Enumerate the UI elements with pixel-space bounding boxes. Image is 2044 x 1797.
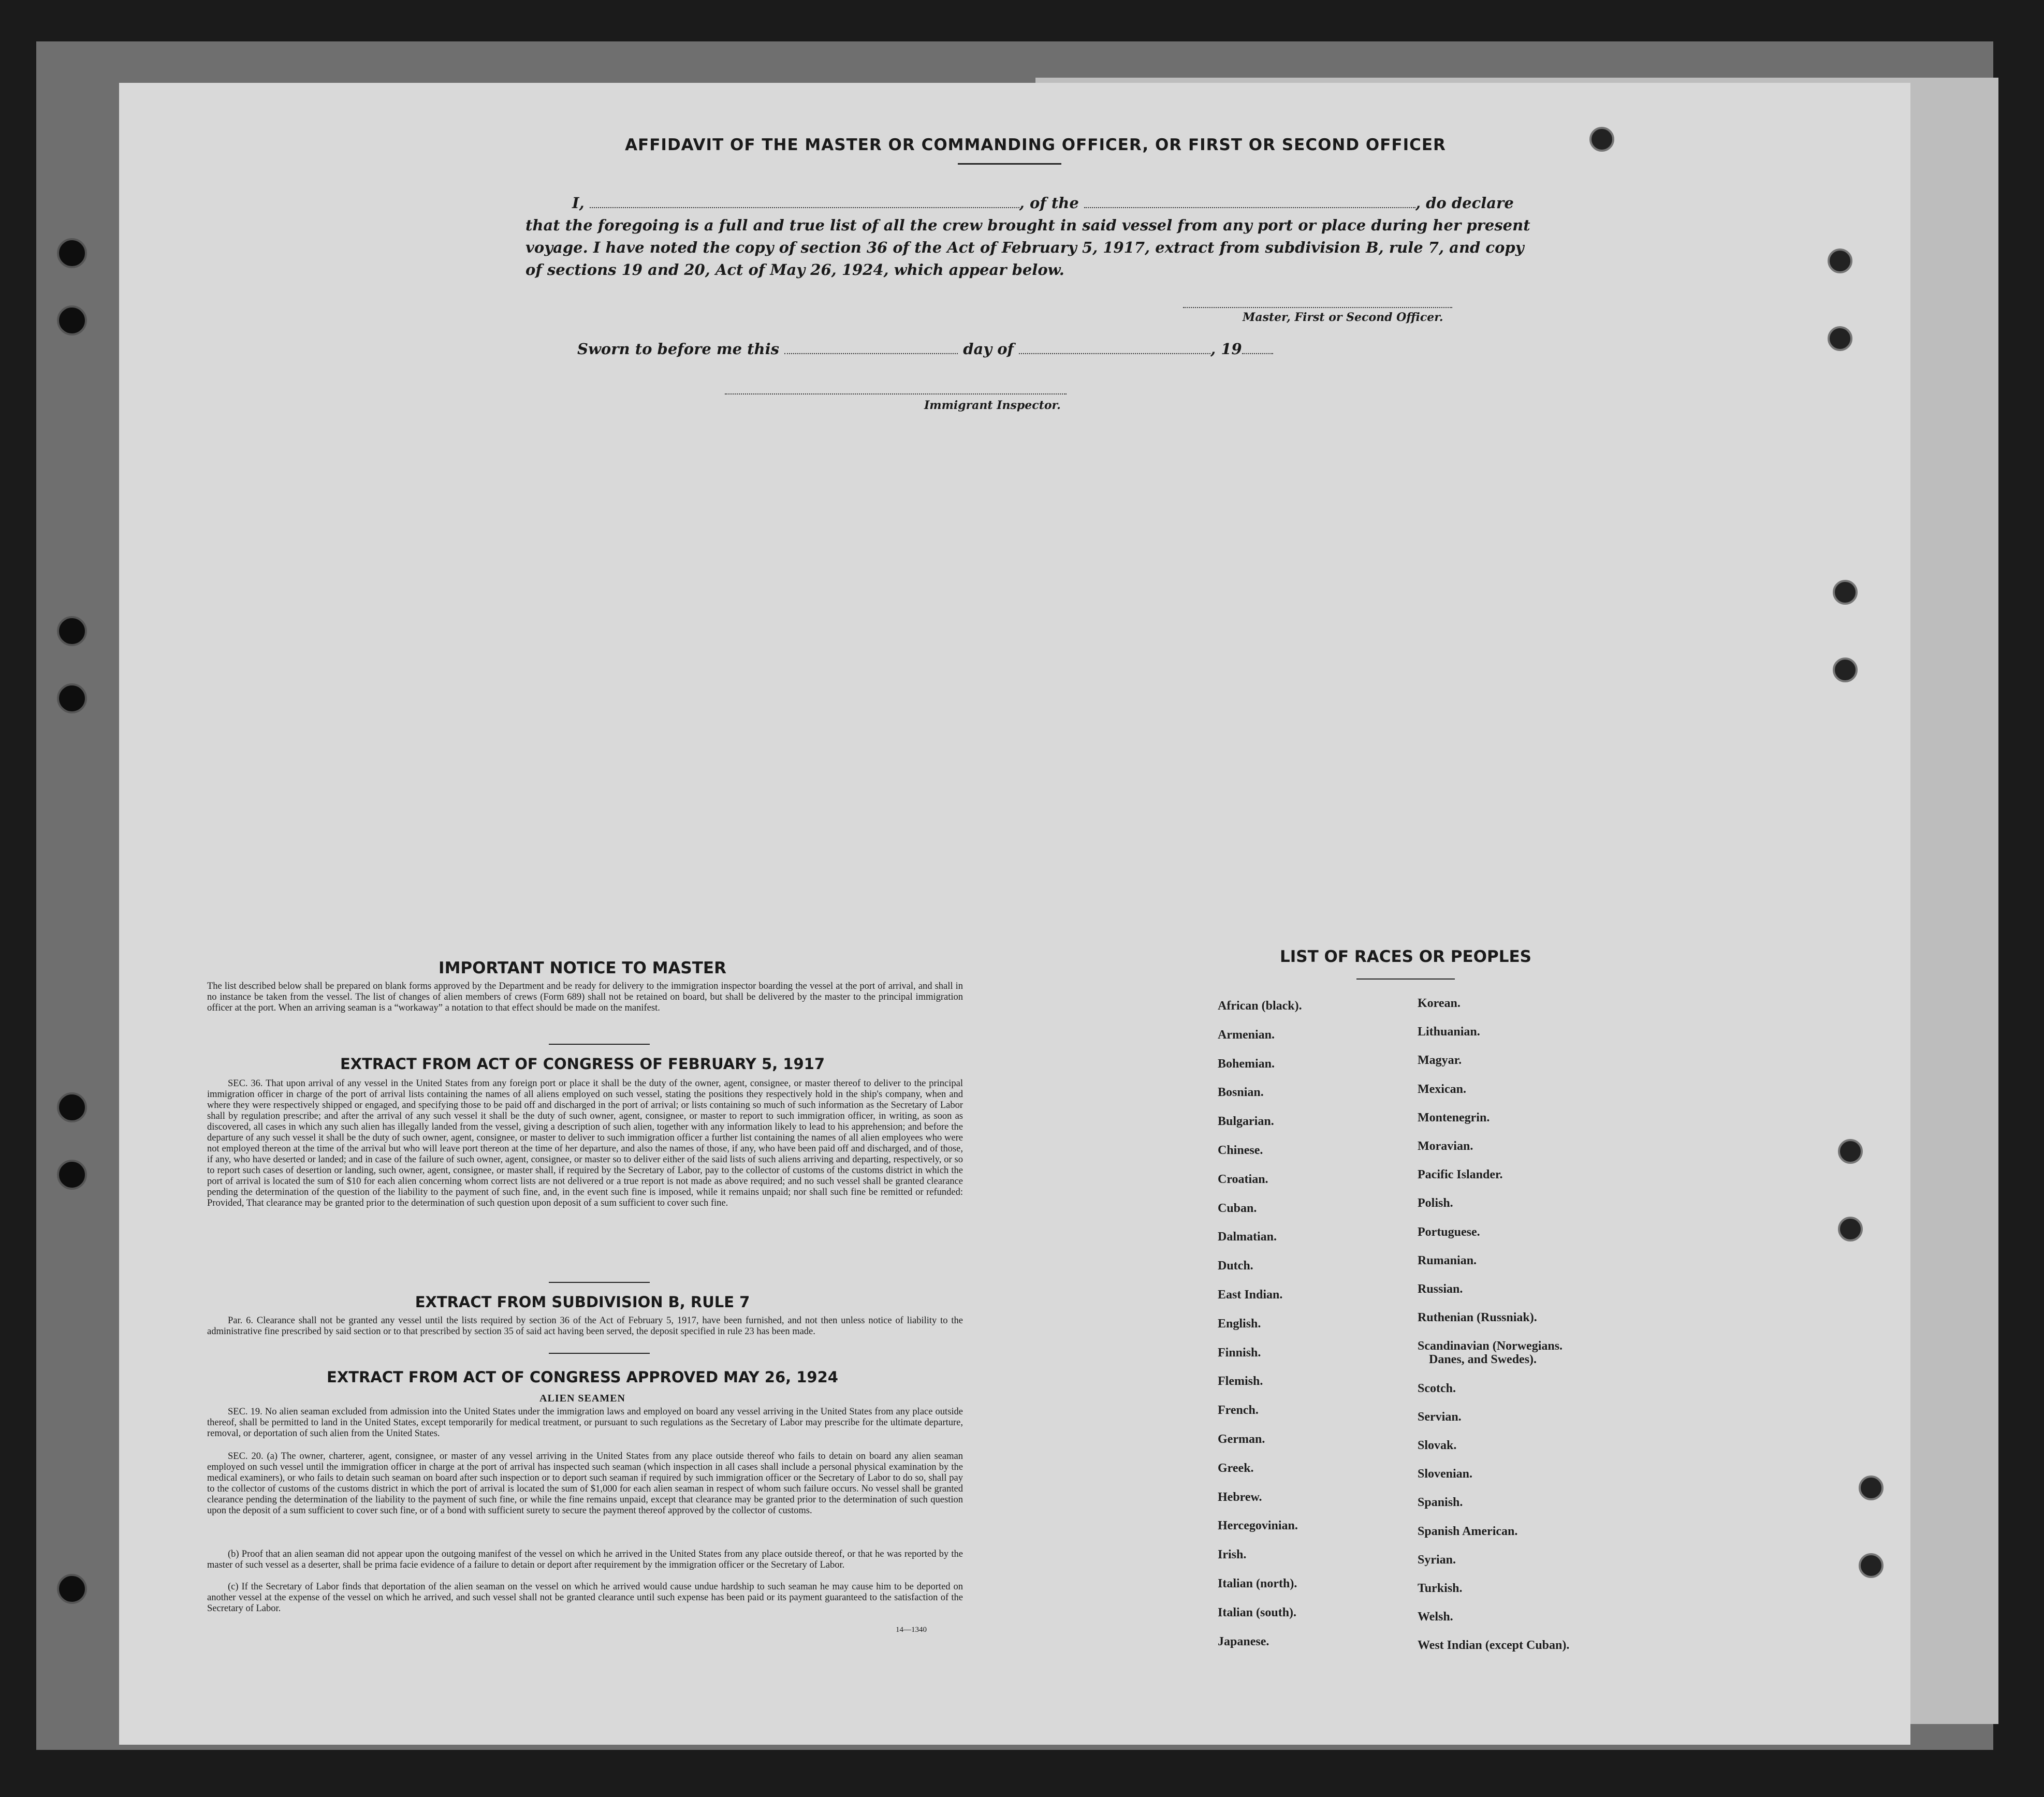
race-item: Slovenian. — [1418, 1467, 1473, 1481]
race-item: Moravian. — [1418, 1139, 1473, 1153]
affidavit-declare: , do declare — [1415, 194, 1514, 212]
affidavit-i: I, — [572, 194, 585, 212]
extract-1924-title: EXTRACT FROM ACT OF CONGRESS APPROVED MAY 26, 1924 — [327, 1368, 838, 1386]
extract-1917-body: SEC. 36. That upon arrival of any vessel in the United States from any foreign port or place it shall be the duty of the owner, agent, consignee, or master thereof to deliver to the principal immigration officer in charge of the port of arrival lists containing the names of all aliens employed on such vessel, stating the positions they respectively hold in the ship's company, when and where they were respectively shipped or engaged, and specifying those to be paid off and discharged in the port of arrival; or lists containing so much of such information as the Secretary of Labor shall by regulation prescribe; and after the arrival of any such vessel it shall be the duty of such owner, agent, consignee, or master to report to such immigration officer, in writing, as soon as discovered, all cases in which any such alien has illegally landed from the vessel, giving a description of such alien, together with any information likely to lead to his apprehension; and before the departure of any such vessel it shall be the duty of such owner, agent, consignee, or master to deliver to such immigration officer a further list containing the names of all alien employees who were not employed thereon at the time of the arrival but who will leave port thereon at the time of her departure, and also the names of those, if any, who have been paid off and discharged, and of those, if any, who have deserted or landed; and in case of the failure of such owner, agent, consignee, or master so to deliver either of the said lists of such aliens arriving and departing, respectively, or so to report such cases of desertion or landing, such owner, agent, consignee, or master shall, if required by the Secretary of Labor, pay to the collector of customs of the customs district in which the port of arrival is located the sum of $10 for each alien concerning whom correct lists are not delivered or a true report is not made as above required; and no such vessel shall be granted clearance pending the determination of the question of the liability to the payment of such fine, and, in the event such fine is imposed, while it remains unpaid; nor shall such fine be remitted or refunded: Provided, That clearance may be granted prior to the determination of such question upon deposit of a sum sufficient to cover such fine. — [207, 1078, 963, 1208]
race-item: Russian. — [1418, 1282, 1463, 1296]
divider — [549, 1282, 650, 1283]
affidavit-line-2: that the foregoing is a full and true list of all the crew brought in said vessel from any port or place during her present — [525, 216, 1530, 234]
punch-hole — [1859, 1475, 1884, 1500]
title-underline — [958, 163, 1061, 165]
inspector-signature-field[interactable] — [725, 393, 1067, 395]
race-item: Montenegrin. — [1418, 1111, 1490, 1124]
race-item: Servian. — [1418, 1410, 1462, 1424]
race-item: Spanish. — [1418, 1496, 1463, 1510]
punch-hole — [57, 1092, 87, 1122]
race-item: Pacific Islander. — [1418, 1168, 1503, 1182]
race-item: Italian (north). — [1218, 1577, 1297, 1590]
sworn-year-field[interactable] — [1242, 343, 1273, 354]
form-number: 14—1340 — [896, 1626, 927, 1634]
race-item: Welsh. — [1418, 1610, 1453, 1624]
sworn-line — [577, 340, 1273, 358]
race-item: French. — [1218, 1404, 1259, 1418]
races-title: LIST OF RACES OR PEOPLES — [1279, 947, 1532, 966]
punch-hole — [1833, 580, 1858, 605]
race-item: English. — [1218, 1317, 1261, 1331]
race-item: Hebrew. — [1218, 1490, 1262, 1504]
sec19-body: SEC. 19. No alien seaman excluded from admission into the United States under the immigration laws and employed on board any vessel arriving in the United States from any place outside thereof, shall be permitted to land in the United States, except temporarily for medical treatment, or pursuant to such regulations as the Secretary of Labor may prescribe for the ultimate departure, removal, or deportation of such alien from the United States. — [207, 1407, 963, 1439]
race-item: Mexican. — [1418, 1082, 1466, 1096]
race-item: Danes, and Swedes). — [1429, 1353, 1537, 1367]
race-item: Armenian. — [1218, 1028, 1275, 1042]
race-item: Portuguese. — [1418, 1225, 1480, 1239]
punch-hole — [1838, 1139, 1863, 1164]
punch-hole — [1833, 658, 1858, 682]
race-item: Flemish. — [1218, 1375, 1263, 1389]
race-item: Rumanian. — [1418, 1253, 1477, 1267]
race-item: Bohemian. — [1218, 1057, 1275, 1071]
punch-hole — [1838, 1217, 1863, 1241]
affidavit-line-1 — [572, 194, 1514, 212]
affidavit-title: AFFIDAVIT OF THE MASTER OR COMMANDING OFFICER, OR FIRST OR SECOND OFFICER — [625, 136, 1446, 154]
alien-seamen-subtitle: ALIEN SEAMEN — [539, 1393, 625, 1404]
punch-hole — [57, 683, 87, 713]
race-item: Slovak. — [1418, 1439, 1457, 1452]
sworn-label: Sworn to before me this — [577, 340, 779, 358]
race-item: Spanish American. — [1418, 1524, 1518, 1538]
race-item: West Indian (except Cuban). — [1418, 1639, 1570, 1653]
day-of-label: day of — [963, 340, 1014, 358]
race-item: Scotch. — [1418, 1381, 1456, 1395]
affidavit-line-4: of sections 19 and 20, Act of May 26, 1924, which appear below. — [525, 261, 1064, 279]
race-item: Syrian. — [1418, 1553, 1456, 1567]
race-item: Korean. — [1418, 997, 1461, 1010]
year-label: , 19 — [1210, 340, 1242, 358]
inspector-label: Immigrant Inspector. — [924, 399, 1061, 412]
extract-rule7-body: Par. 6. Clearance shall not be granted any vessel until the lists required by section 36 of the Act of February 5, 1917, have been furnished, and not then unless notice of liability to the administrative fine prescribed by said section or to that prescribed by section 35 of said act having been served, the deposit specified in rule 23 has been made. — [207, 1316, 963, 1337]
race-item: Cuban. — [1218, 1201, 1257, 1215]
race-item: Italian (south). — [1218, 1605, 1297, 1619]
race-item: Turkish. — [1418, 1582, 1463, 1595]
punch-hole — [57, 238, 87, 268]
punch-hole — [57, 1574, 87, 1604]
divider — [549, 1044, 650, 1045]
affidavit-line-3: voyage. I have noted the copy of section 36 of the Act of February 5, 1917, extract from subdivision B, rule 7, and copy — [525, 239, 1524, 256]
sworn-day-field[interactable] — [784, 343, 958, 354]
race-item: Chinese. — [1218, 1144, 1263, 1157]
affidavit-of-the: , of the — [1019, 194, 1079, 212]
sec20b-body: (b) Proof that an alien seaman did not appear upon the outgoing manifest of the vessel on which he arrived in the United States from any place outside thereof, or that he was reported by the master of such vessel as a deserter, shall be prima facie evidence of a failure to detain or deport after requirement by the immigration officer or the Secretary of Labor. — [207, 1549, 963, 1570]
race-item: East Indian. — [1218, 1288, 1283, 1302]
extract-rule7-title: EXTRACT FROM SUBDIVISION B, RULE 7 — [415, 1293, 750, 1311]
master-signature-field[interactable] — [1183, 307, 1452, 308]
race-item: Polish. — [1418, 1196, 1453, 1210]
punch-hole — [57, 1160, 87, 1190]
notice-title: IMPORTANT NOTICE TO MASTER — [439, 959, 726, 977]
race-item: Dutch. — [1218, 1259, 1253, 1273]
notice-body: The list described below shall be prepared on blank forms approved by the Department and be ready for delivery to the immigration inspector boarding the vessel at the port of arrival, and shall in no instance be taken from the vessel. The list of changes of alien members of crews (Form 689) shall not be retained on board, but shall be delivered by the master to the principal immigration officer at the port. When an arriving seaman is a “workaway” a notation to that effect should be made on the manifest. — [207, 981, 963, 1013]
punch-hole — [1589, 127, 1614, 152]
race-item: German. — [1218, 1433, 1265, 1446]
punch-hole — [57, 616, 87, 646]
race-item: Bulgarian. — [1218, 1115, 1274, 1129]
race-item: Japanese. — [1218, 1634, 1269, 1648]
races-underline — [1356, 978, 1455, 980]
sec20a-body: SEC. 20. (a) The owner, charterer, agent, consignee, or master of any vessel arriving in the United States from any place outside thereof who fails to detain on board any alien seaman employed on such vessel until the immigration officer in charge at the port of arrival has inspected such seaman (which inspection in all cases shall include a personal physical examination by the medical examiners), or who fails to detain such seaman on board after such inspection or to deport such seaman if required by such immigration officer or the Secretary of Labor to do so, shall pay to the collector of customs of the customs district in which the port of arrival is located the sum of $1,000 for each alien seaman in respect of whom such failure occurs. No vessel shall be granted clearance pending the determination of the liability to the payment of such fine, or while the fine remains unpaid, except that clearance may be granted prior to the determination of such question upon the deposit of a sum sufficient to cover such fine, or of a bond with sufficient surety to secure the payment thereof approved by the collector of customs. — [207, 1451, 963, 1516]
race-item: Bosnian. — [1218, 1086, 1264, 1100]
race-item: Irish. — [1218, 1548, 1247, 1562]
master-label: Master, First or Second Officer. — [1243, 311, 1443, 324]
race-item: Lithuanian. — [1418, 1025, 1480, 1039]
race-item: Ruthenian (Russniak). — [1418, 1311, 1537, 1325]
punch-hole — [57, 305, 87, 335]
sworn-month-field[interactable] — [1019, 343, 1210, 354]
punch-hole — [1828, 249, 1852, 273]
race-item: Hercegovinian. — [1218, 1519, 1298, 1533]
race-item: Croatian. — [1218, 1172, 1268, 1186]
sec20c-body: (c) If the Secretary of Labor finds that deportation of the alien seaman on the vessel on which he arrived would cause undue hardship to such seaman he may cause him to be deported on another vessel at the expense of the vessel on which he arrived, and such vessel shall not be granted clearance until such expense has been paid or its payment guaranteed to the satisfaction of the Secretary of Labor. — [207, 1582, 963, 1614]
vessel-field[interactable] — [1084, 197, 1415, 208]
punch-hole — [1859, 1553, 1884, 1578]
race-item: Finnish. — [1218, 1346, 1261, 1360]
race-item: African (black). — [1218, 999, 1302, 1013]
name-field[interactable] — [590, 197, 1019, 208]
race-item: Greek. — [1218, 1461, 1254, 1475]
punch-hole — [1828, 326, 1852, 351]
extract-1917-title: EXTRACT FROM ACT OF CONGRESS OF FEBRUARY 5, 1917 — [340, 1055, 825, 1073]
divider — [549, 1353, 650, 1354]
race-item: Magyar. — [1418, 1054, 1462, 1068]
race-item: Scandinavian (Norwegians. — [1418, 1339, 1563, 1353]
race-item: Dalmatian. — [1218, 1230, 1277, 1244]
